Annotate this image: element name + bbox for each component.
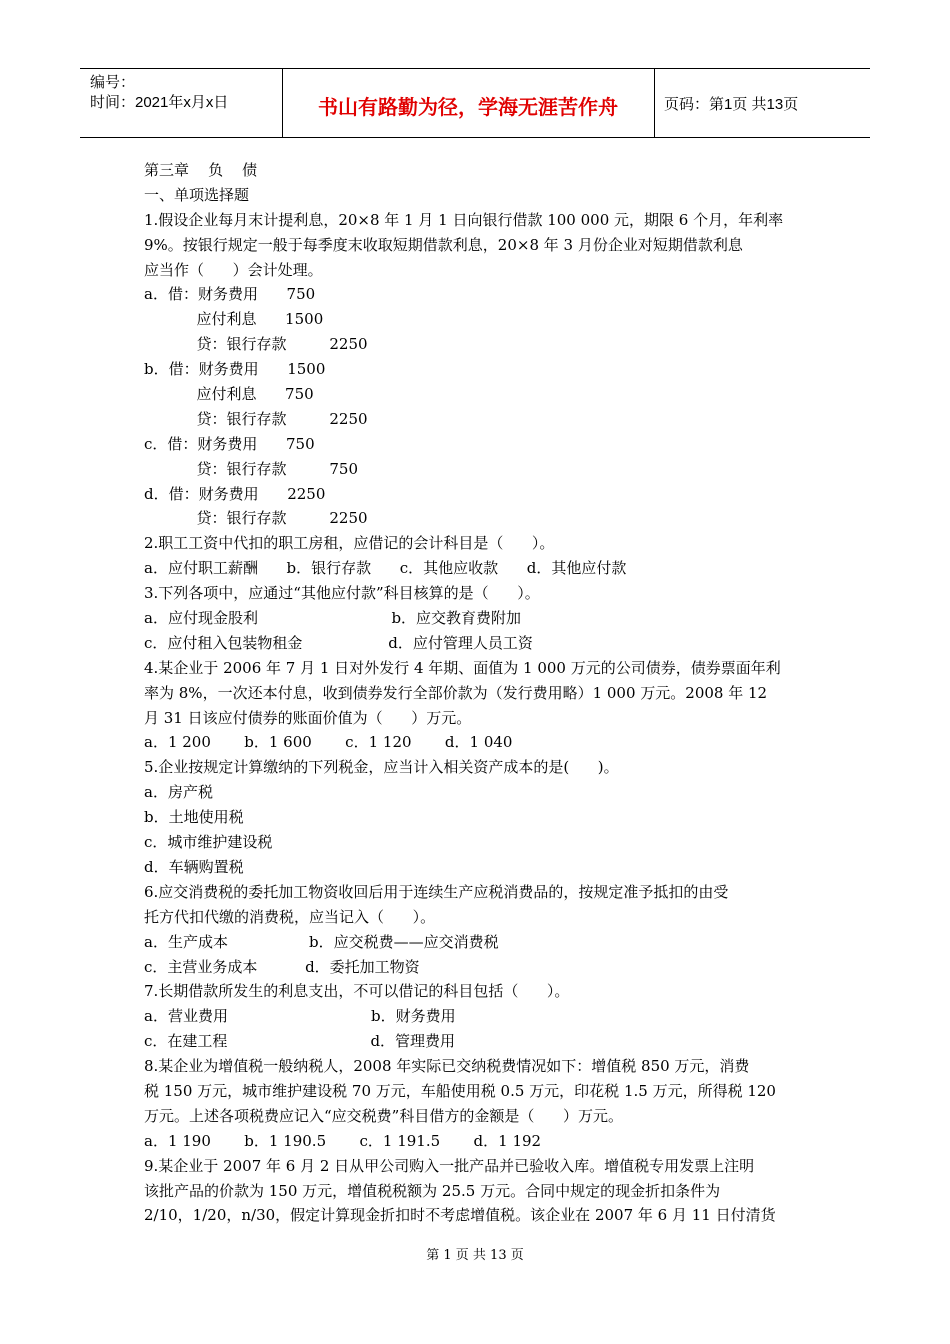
question-9-line-3: 2/10，1/20，n/30，假定计算现金折扣时不考虑增值税。该企业在 2007 年 6 月 11 日付清货 [144, 1206, 776, 1225]
question-3-options-cd: c．应付租入包装物租金 d．应付管理人员工资 [144, 633, 533, 652]
number-label: 编号： [90, 74, 136, 91]
page-footer: 第 1 页 共 13 页 [426, 1248, 524, 1263]
page-info: 页码：第1页 共13页 [664, 96, 799, 113]
question-1-option-b-line-1: b．借：财务费用 1500 [144, 360, 326, 379]
question-1-line-1: 1.假设企业每月末计提利息，20×8 年 1 月 1 日向银行借款 100 000 元，期限 6 个月，年利率 [144, 210, 784, 229]
document-header [80, 68, 870, 138]
question-9-line-2: 该批产品的价款为 150 万元，增值税税额为 25.5 万元。合同中规定的现金折扣条件为 [144, 1181, 721, 1200]
question-1-option-a-line-1: a．借：财务费用 750 [144, 285, 316, 304]
question-7-options-cd: c．在建工程 d．管理费用 [144, 1032, 456, 1051]
question-3-options-ab: a．应付现金股利 b．应交教育费附加 [144, 609, 522, 628]
question-7-options-ab: a．营业费用 b．财务费用 [144, 1007, 456, 1026]
question-1-option-a-line-3: 贷：银行存款 2250 [144, 335, 368, 354]
question-1-option-a-line-2: 应付利息 1500 [144, 310, 324, 329]
motto: 书山有路勤为径，学海无涯苦作舟 [318, 95, 618, 119]
question-4-line-1: 4.某企业于 2006 年 7 月 1 日对外发行 4 年期、面值为 1 000 万元的公司债券，债券票面年利 [144, 658, 781, 677]
question-1-option-c-line-1: c．借：财务费用 750 [144, 434, 315, 453]
question-1-option-b-line-3: 贷：银行存款 2250 [144, 409, 368, 428]
question-4-options: a．1 200 b．1 600 c．1 120 d．1 040 [144, 733, 513, 752]
question-6-line-2: 托方代扣代缴的消费税，应当记入（ ）。 [144, 907, 436, 926]
question-8-line-3: 万元。上述各项税费应记入“应交税费”科目借方的金额是（ ）万元。 [144, 1106, 623, 1125]
chapter-title: 第三章 负 债 [144, 161, 258, 179]
question-9-line-1: 9.某企业于 2007 年 6 月 2 日从甲公司购入一批产品并已验收入库。增值税专用发票上注明 [144, 1156, 755, 1175]
question-8-line-2: 税 150 万元，城市维护建设税 70 万元，车船使用税 0.5 万元，印花税 1.5 万元，所得税 120 [144, 1081, 776, 1100]
question-1-option-c-line-2: 贷：银行存款 750 [144, 459, 358, 478]
document-body [144, 158, 814, 1228]
question-6-options-ab: a．生产成本 b．应交税费——应交消费税 [144, 932, 499, 951]
question-1-option-b-line-2: 应付利息 750 [144, 385, 314, 404]
header-middle-cell [282, 69, 655, 137]
question-4-line-3: 月 31 日该应付债券的账面价值为（ ）万元。 [144, 708, 472, 727]
question-5-option-a: a．房产税 [144, 783, 213, 802]
question-1-line-3: 应当作（ ）会计处理。 [144, 260, 323, 279]
question-7: 7.长期借款所发生的利息支出，不可以借记的科目包括（ ）。 [144, 982, 570, 1001]
header-right-cell [654, 69, 870, 137]
question-5-option-c: c．城市维护建设税 [144, 833, 273, 852]
question-8-line-1: 8.某企业为增值税一般纳税人，2008 年实际已交纳税费情况如下：增值税 850 万元，消费 [144, 1057, 750, 1076]
question-2-options: a．应付职工薪酬 b．银行存款 c．其他应收款 d．其他应付款 [144, 559, 627, 578]
question-3: 3.下列各项中，应通过“其他应付款”科目核算的是（ ）。 [144, 584, 540, 603]
question-5-option-d: d．车辆购置税 [144, 857, 244, 876]
question-6-options-cd: c．主营业务成本 d．委托加工物资 [144, 957, 420, 976]
question-1-line-2: 9%。按银行规定一般于每季度末收取短期借款利息，20×8 年 3 月份企业对短期借款利息 [144, 235, 743, 254]
question-8-options: a．1 190 b．1 190.5 c．1 191.5 d．1 192 [144, 1131, 542, 1150]
question-1-option-d-line-1: d．借：财务费用 2250 [144, 484, 326, 503]
question-6-line-1: 6.应交消费税的委托加工物资收回后用于连续生产应税消费品的，按规定准予抵扣的由受 [144, 882, 729, 901]
question-4-line-2: 率为 8%，一次还本付息，收到债券发行全部价款为（发行费用略）1 000 万元。2008 年 12 [144, 683, 768, 702]
question-5: 5.企业按规定计算缴纳的下列税金，应当计入相关资产成本的是( )。 [144, 758, 619, 777]
section-title: 一、单项选择题 [144, 185, 250, 204]
question-1-option-d-line-2: 贷：银行存款 2250 [144, 509, 368, 528]
header-left-cell [80, 69, 283, 137]
question-5-option-b: b．土地使用税 [144, 808, 244, 827]
date-label: 时间：2021年x月x日 [90, 94, 229, 111]
question-2: 2.职工工资中代扣的职工房租，应借记的会计科目是（ ）。 [144, 534, 555, 553]
